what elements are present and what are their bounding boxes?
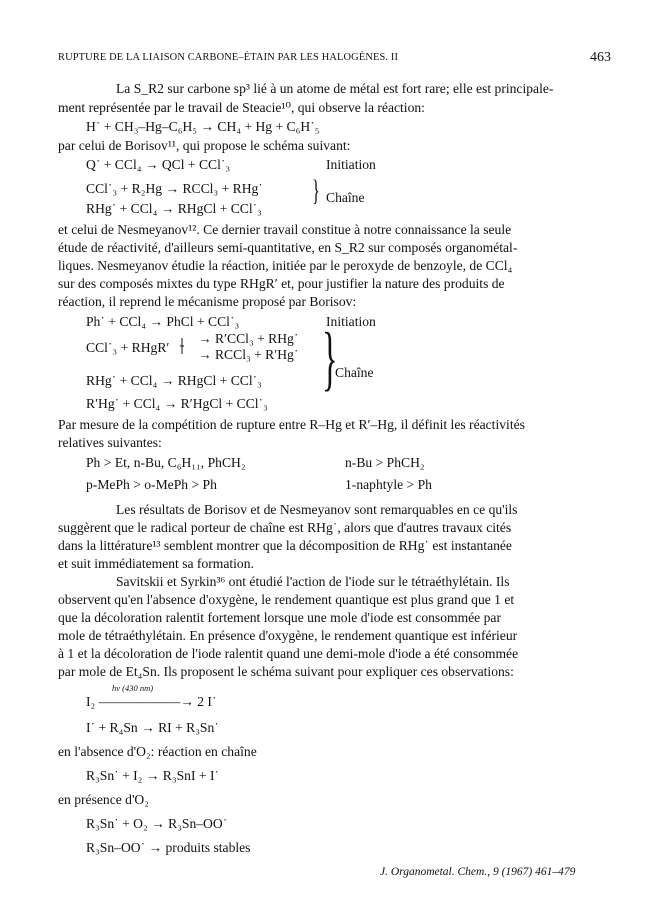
equation-line: 1-naphtyle > Ph	[345, 477, 432, 492]
text-line: par mole de Et₄Sn. Ils proposent le schéma suivant pour expliquer ces observations:	[58, 664, 514, 679]
text-line: mole de tétraéthylétain. En présence d'oxygène, le rendement quantique est inférieur	[58, 628, 518, 643]
text-line: en présence d'O₂	[58, 792, 149, 807]
equation-line: → R′CCl₃ + RHg˙	[198, 331, 299, 346]
text-line: et suit immédiatement sa formation.	[58, 556, 254, 571]
text-line: La S_R2 sur carbone sp³ lié à un atome de métal est fort rare; elle est principale-	[116, 81, 554, 96]
equation-line: Ph˙ + CCl₄ → PhCl + CCl˙₃	[86, 314, 240, 329]
text-line: ment représentée par le travail de Steacie¹⁰, qui observe la réaction:	[58, 100, 425, 115]
equation-line: p-MePh > o-MePh > Ph	[86, 477, 217, 492]
equation-line: R′Hg˙ + CCl₄ → R′HgCl + CCl˙₃	[86, 396, 268, 411]
text-line: Par mesure de la compétition de rupture entre R–Hg et R′–Hg, il définit les réactivités	[58, 417, 525, 432]
text-line: réaction, il reprend le mécanisme proposé par Borisov:	[58, 294, 357, 309]
equation-line: RHg˙ + CCl₄ → RHgCl + CCl˙₃	[86, 373, 262, 388]
equation-line: CCl˙₃ + RHgR′	[86, 340, 170, 355]
equation-line: n-Bu > PhCH₂	[345, 455, 425, 470]
equation-line: R₃Sn–OO˙ → produits stables	[86, 840, 251, 855]
equation-line: Q˙ + CCl₄ → QCl + CCl˙₃	[86, 157, 231, 172]
running-title: RUPTURE DE LA LIAISON CARBONE–ÉTAIN PAR LES HALOGÈNES. II	[58, 52, 399, 63]
text-line: Savitskii et Syrkin³⁶ ont étudié l'action de l'iode sur le tétraéthylétain. Ils	[116, 574, 510, 589]
text-line: liques. Nesmeyanov étudie la réaction, initiée par le peroxyde de benzoyle, de CCl₄	[58, 258, 513, 273]
text-line: dans la littérature¹³ semblent montrer que la décomposition de RHg˙ est instantanée	[58, 538, 512, 553]
text-line: étude de réactivité, d'ailleurs semi-quantitative, en S_R2 sur composés organométal-	[58, 240, 518, 255]
chain-brace-large: }	[322, 318, 338, 398]
text-line: à 1 et la décoloration de l'iode ralentit quand une demi-mole d'iode a été consommée	[58, 646, 519, 661]
equation-label: Initiation	[326, 314, 376, 329]
text-line: en l'absence d'O₂: réaction en chaîne	[58, 744, 257, 759]
text-line: et celui de Nesmeyanov¹². Ce dernier travail constitue à notre connaissance la seule	[58, 222, 512, 237]
text-line: que la décoloration ralentit fortement lorsque une mole d'iode est consommée par	[58, 610, 501, 625]
equation-line: I₂ ——————→ 2 I˙	[86, 694, 217, 709]
equation-line: → RCCl₃ + R′Hg˙	[198, 347, 299, 362]
equation-line: RHg˙ + CCl₄ → RHgCl + CCl˙₃	[86, 201, 262, 216]
fork-arrow-icon	[180, 330, 200, 360]
arrow-label: hν (430 nm)	[112, 683, 154, 693]
journal-citation: J. Organometal. Chem., 9 (1967) 461–479	[380, 866, 576, 878]
equation-label: Chaîne	[335, 365, 374, 380]
text-line: observent qu'en l'absence d'oxygène, le rendement quantique est plus grand que 1 et	[58, 592, 515, 607]
text-line: suggèrent que le radical porteur de chaîne est RHg˙, alors que d'autres travaux cités	[58, 520, 512, 535]
equation-label: Chaîne	[326, 190, 365, 205]
text-line: sur des composés mixtes du type RHgR′ et, pour justifier la nature des produits de	[58, 276, 505, 291]
text-line: par celui de Borisov¹¹, qui propose le schéma suivant:	[58, 138, 351, 153]
equation-line: H˙ + CH₃–Hg–C₆H₅ → CH₄ + Hg + C₆H˙₅	[86, 119, 320, 134]
text-line: relatives suivantes:	[58, 435, 162, 450]
equation-line: Ph > Et, n-Bu, C₆H₁₁, PhCH₂	[86, 455, 246, 470]
chain-brace: }	[312, 174, 320, 207]
equation-line: R₃Sn˙ + O₂ → R₃Sn–OO˙	[86, 816, 228, 831]
equation-line: CCl˙₃ + R₂Hg → RCCl₃ + RHg˙	[86, 181, 263, 196]
equation-line: R₃Sn˙ + I₂ → R₃SnI + I˙	[86, 768, 220, 783]
text-line: Les résultats de Borisov et de Nesmeyanov sont remarquables en ce qu'ils	[116, 502, 518, 517]
page-number: 463	[590, 50, 611, 65]
equation-label: Initiation	[326, 157, 376, 172]
equation-line: I˙ + R₄Sn → RI + R₃Sn˙	[86, 720, 219, 735]
